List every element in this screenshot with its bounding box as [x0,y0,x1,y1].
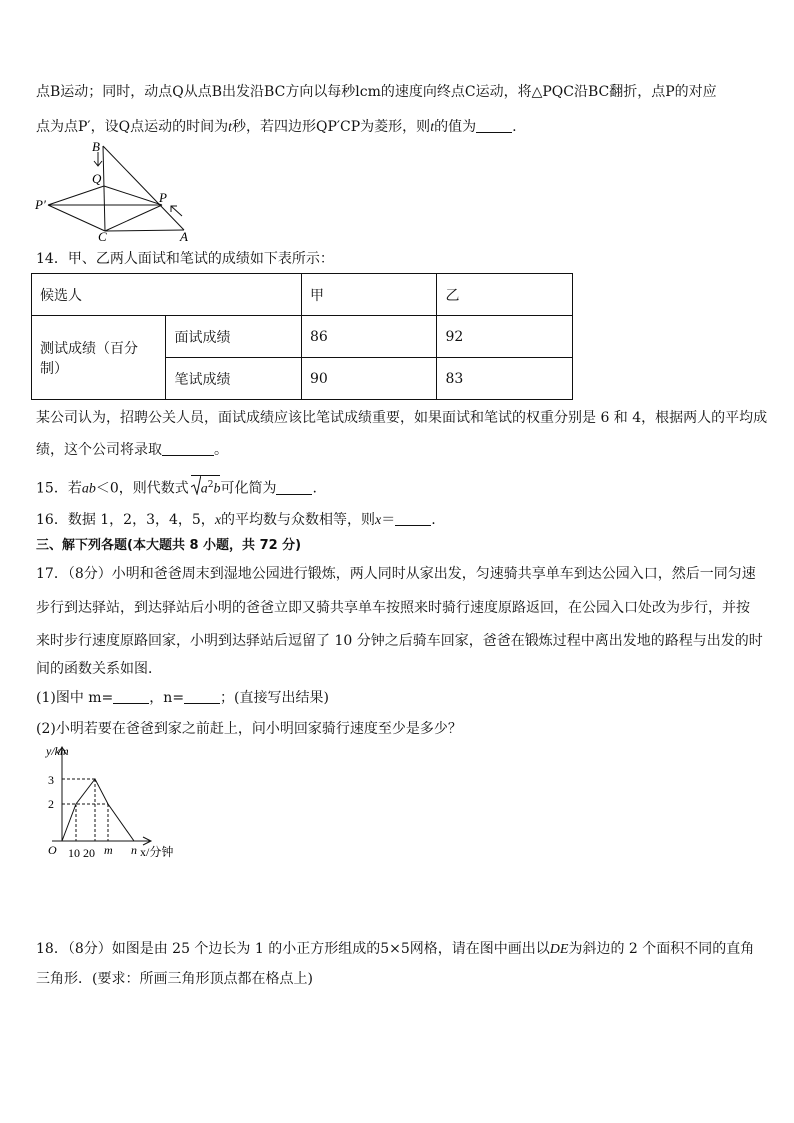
origin-label: O [48,843,57,857]
q17-line1: 17．（8分）小明和爸爸周末到湿地公园进行锻炼，两人同时从家出发，匀速骑共享单车到达公园入口，然后一同匀速 [36,566,756,582]
q17-distance-time-graph [38,742,198,867]
q13-figure [32,138,202,242]
cell-jia-interview: 86 [301,316,437,358]
segment-p-prime-q [48,186,104,205]
label-p: P [159,190,167,205]
q14-text2-a: 绩，这个公司将录取 [36,442,162,458]
q16-eq: ＝ [381,512,396,528]
q15-radicand-b: b [213,481,221,497]
q14-text2 [36,440,228,460]
y-tick-2: 2 [48,797,54,811]
q17-sub2: (2)小明若要在爸爸到家之前赶上，问小明回家骑行速度至少是多少？ [36,721,462,737]
header-yi: 乙 [437,274,573,316]
table-header-row [32,274,573,316]
q15-ab: ab [81,481,96,497]
q16-text2: 的平均数与众数相等，则 [221,512,376,528]
q14-text1: 某公司认为，招聘公关人员，面试成绩应该比笔试成绩重要，如果面试和笔试的权重分别是 6 和 4，根据两人的平均成 [36,410,768,426]
q14-text2-b: 。 [214,442,228,458]
table-row [32,316,573,358]
segment-ca [105,230,184,231]
x-tick-m: m [104,843,113,857]
cell-yi-interview: 92 [437,316,573,358]
q15-exponent: 2 [207,480,214,490]
x-tick-n: n [131,843,137,857]
q13-line1: 点B运动；同时，动点Q从点B出发沿BC方向以每秒lcm的速度向终点C运动，将△PQC沿BC翻折，点P的对应 [36,84,717,100]
distance-line [62,779,134,841]
cell-jia-written: 90 [301,358,437,400]
q18-line1 [36,939,754,960]
q15-radicand-a: a [200,481,208,497]
label-p-prime: P′ [35,197,46,212]
q17-line3: 来时步行速度原路回家，小明到达驿站后逗留了 10 分钟之后骑车回家，爸爸在锻炼过程中离出发地的路程与出发的时 [36,633,763,649]
q15-suffix: 可化简为 [220,480,277,497]
q17-n-blank[interactable] [184,689,220,704]
segment-p-prime-c [48,205,105,231]
q14-answer-blank[interactable] [162,441,214,456]
q13-line2-end: . [512,119,517,135]
q17-line4: 间的函数关系如图． [36,661,162,677]
q18-de: DE [549,942,569,957]
q17-sub1-b: ，n= [149,690,185,706]
q18-line1-a: 18．（8分）如图是由 25 个边长为 1 的小正方形组成的5×5网格，请在图中画出以 [36,941,550,957]
q17-sub1 [36,688,329,708]
q13-var-t2: t [430,120,435,135]
q16-x2: x [375,513,382,528]
q17-sub1-a: (1)图中 m= [36,690,114,706]
q17-line2: 步行到达驿站，到达驿站后小明的爸爸立即又骑共享单车按照来时骑行速度原路返回，在公园入口处改为步行，并按 [36,600,750,616]
label-c: C [98,229,107,242]
q16-answer-blank[interactable] [395,511,431,526]
q18-line1-b: 为斜边的 2 个面积不同的直角 [568,941,755,957]
segment-qp [104,186,162,205]
label-b: B [92,139,100,154]
header-candidate: 候选人 [32,274,302,316]
q13-line2-b: 秒，若四边形QP′CP为菱形，则 [231,119,431,135]
segment-bc [103,146,105,231]
x-tick-10-20: 10 20 [68,846,95,860]
q18-line2: 三角形．(要求：所画三角形顶点都在格点上) [36,971,313,987]
segment-cp [105,205,162,231]
q15-radical [191,475,221,499]
q13-answer-blank[interactable] [476,118,512,133]
label-a: A [180,229,188,242]
q15-lt: ＜0，则代数式 [95,480,189,497]
q15-end: . [312,480,317,497]
y-axis-label: y/km [46,744,69,758]
section3-heading: 三、解下列各题(本大题共 8 小题，共 72 分) [36,538,302,553]
q16-text: 16．数据 1，2，3，4，5， [36,512,215,528]
q-motion-arrow-icon [94,152,102,166]
q13-var-t: t [228,120,232,135]
q13-line2-a: 点为点P′，设Q点运动的时间为 [36,119,229,135]
q15-answer-blank[interactable] [276,480,312,495]
q16-x: x [214,513,222,528]
y-tick-3: 3 [48,773,54,787]
cell-yi-written: 83 [437,358,573,400]
q16-line [36,510,436,531]
row-label-written: 笔试成绩 [166,358,302,400]
q15-prefix: 15．若 [36,480,82,497]
q17-m-blank[interactable] [113,689,149,704]
row-label-interview: 面试成绩 [166,316,302,358]
q13-line2 [36,117,517,138]
sqrt-icon [191,475,201,495]
q15-line [36,475,317,500]
q14-score-table [31,273,573,400]
header-jia: 甲 [301,274,437,316]
x-axis-label: x/分钟 [140,845,174,859]
label-q: Q [92,171,102,186]
group-label: 测试成绩（百分制） [32,316,166,400]
q17-sub1-c: ；(直接写出结果) [220,690,329,706]
p-motion-arrow-icon [171,206,182,216]
segment-ba [103,146,184,230]
q16-end: . [431,512,436,528]
q13-line2-c: 的值为 [434,119,477,135]
q14-title: 14．甲、乙两人面试和笔试的成绩如下表所示： [36,251,334,267]
